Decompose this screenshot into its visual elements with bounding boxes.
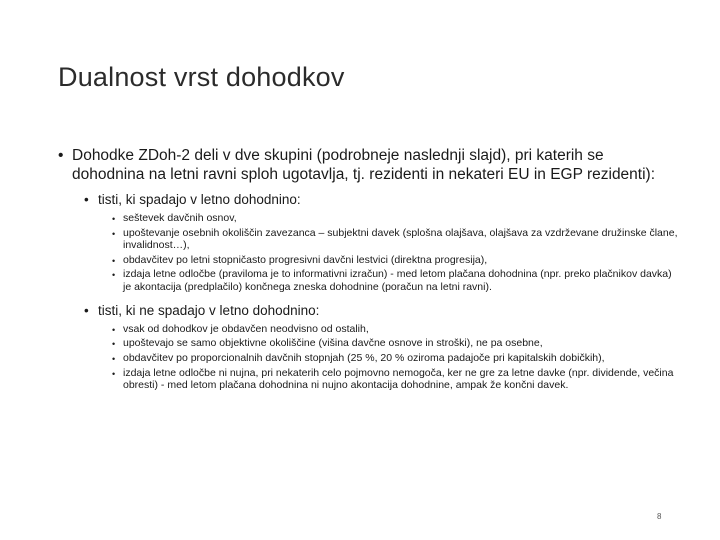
group-not-in-annual-tax bbox=[84, 302, 678, 392]
list-item bbox=[112, 254, 678, 266]
list-item bbox=[112, 212, 678, 224]
bullet-icon: • bbox=[112, 214, 116, 224]
group-in-annual-tax bbox=[84, 191, 678, 293]
bullet-icon: • bbox=[112, 228, 116, 239]
list-item bbox=[112, 268, 678, 292]
main-point-text: Dohodke ZDoh-2 deli v dve skupini (podrobneje naslednji slajd), pri katerih se dohodnina na letni ravni sploh ugotavlja, tj. rezidenti in nekateri EU in EGP rezidenti): bbox=[72, 147, 656, 183]
list-item bbox=[112, 323, 678, 335]
list-item-text: obdavčitev po proporcionalnih davčnih stopnjah (25 %, 20 % oziroma padajoče pri kapitalskih dobičkih), bbox=[123, 352, 605, 365]
bullet-icon: • bbox=[112, 324, 116, 335]
list-item bbox=[112, 352, 678, 364]
sub-list bbox=[112, 212, 678, 293]
list-item-text: izdaja letne odločbe (praviloma je to informativni izračun) - med letom plačana dohodnina (npr. preko plačnikov davka) je akontacija (predplačilo) končnega zneska dohodnine (poračun na letni ravni). bbox=[123, 268, 672, 293]
list-item-text: seštevek davčnih osnov, bbox=[123, 212, 237, 224]
list-item bbox=[112, 227, 678, 251]
list-item-text: vsak od dohodkov je obdavčen neodvisno od ostalih, bbox=[123, 322, 369, 335]
bullet-icon: • bbox=[84, 192, 89, 207]
page-number: 8 bbox=[657, 512, 662, 521]
list-item-text: izdaja letne odločbe ni nujna, pri nekaterih celo pojmovno nemogoča, ker ne gre za letne davke (npr. dividende, večina obresti) - med letom plačana dohodnina ni nujno akontacija dohodnine, ampak že končni davek. bbox=[123, 366, 674, 392]
list-item-text: upoštevajo se samo objektivne okoliščine (višina davčne osnove in stroški), ne pa osebne, bbox=[123, 337, 543, 350]
bullet-icon: • bbox=[112, 270, 116, 281]
list-item bbox=[112, 337, 678, 349]
group-heading: tisti, ki spadajo v letno dohodnino: bbox=[98, 192, 301, 207]
bullet-icon: • bbox=[112, 368, 116, 379]
sub-list bbox=[112, 323, 678, 392]
main-bullet-list bbox=[58, 146, 678, 395]
bullet-icon: • bbox=[112, 339, 116, 350]
bullet-icon: • bbox=[112, 354, 116, 365]
group-list bbox=[84, 191, 678, 391]
group-heading: tisti, ki ne spadajo v letno dohodnino: bbox=[98, 302, 320, 318]
bullet-icon: • bbox=[58, 147, 64, 164]
slide-title: Dualnost vrst dohodkov bbox=[58, 62, 345, 92]
bullet-icon: • bbox=[112, 255, 116, 266]
main-point bbox=[58, 146, 678, 391]
list-item-text: upoštevanje osebnih okoliščin zavezanca – subjektni davek (splošna olajšava, olajšava za vzdrževane družinske člane, invalidnost…), bbox=[123, 226, 678, 251]
list-item-text: obdavčitev po letni stopničasto progresivni davčni lestvici (direktna progresija), bbox=[123, 253, 488, 266]
list-item bbox=[112, 367, 678, 391]
bullet-icon: • bbox=[84, 302, 89, 318]
